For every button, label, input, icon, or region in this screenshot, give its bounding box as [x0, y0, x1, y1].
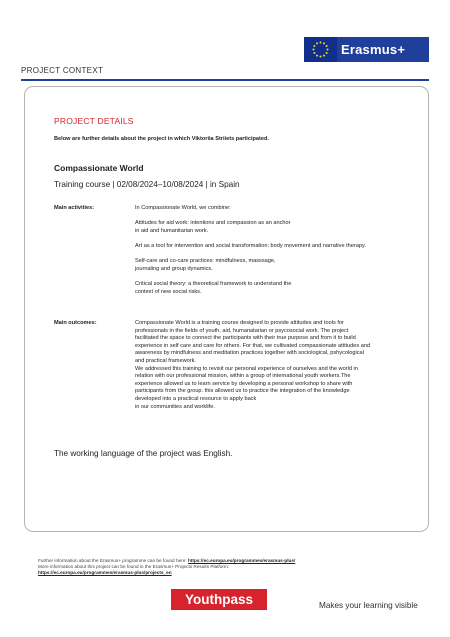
erasmus-brand: Erasmus+ [337, 37, 429, 62]
youthpass-logo: Youthpass [171, 589, 267, 610]
activities-paragraph: Self-care and co-care practices: mindfulness, masssage, journaling and group dynamics. [135, 258, 276, 272]
activities-label: Main activities: [54, 205, 95, 211]
footer-line: More information about this project can be found in the Erasmus+ Projects Results Platform: [38, 564, 230, 570]
outcomes-label: Main outcomes: [54, 320, 97, 326]
details-intro: Below are further details about the project in which Viktoriia Striiets participated. [54, 136, 269, 142]
details-card [24, 86, 429, 532]
projects-results-link[interactable]: https://ec.europa.eu/programmes/erasmus-plus/projects_en [38, 570, 172, 576]
activities-content [135, 205, 425, 296]
activities-paragraph: In Compassionate World, we combine: [135, 205, 231, 211]
footer-info [38, 558, 428, 577]
project-title: Compassionate World [54, 163, 144, 173]
activities-paragraph: Critical social theory: a theoretical framework to understand the context of new social risks. [135, 280, 292, 295]
erasmus-plus-link[interactable]: https://ec.europa.eu/programmes/erasmus-plus/ [187, 558, 296, 563]
footer-line: Further information about the Erasmus+ programme can be found here: https://ec.europa.eu/programmes/erasmus-plus/ [38, 558, 296, 563]
tagline: Makes your learning visible [319, 601, 418, 610]
eu-flag-icon [304, 37, 337, 62]
activities-paragraph: Attitudes for aid work: intentions and compassion as an anchor in aid and humanitarian work. [135, 220, 291, 234]
header-divider [21, 79, 429, 81]
language-statement: The working language of the project was English. [54, 449, 233, 458]
details-title: PROJECT DETAILS [54, 116, 134, 126]
section-label: PROJECT CONTEXT [21, 66, 104, 75]
outcomes-text: Compassionate World is a training course designed to provide attitudes and tools for professionals in the fields of youth, aid, humanatarian or psycosocial work. The project facilitated the space to connect the participants with their true purpose and from it to build experience in self care and care for others. For that, we cultivated compassionate attitudes and awareness by mindfulness and meditation practices together with sociological, pshycological and practical framework. We addressed this training to revisit our personal experience of ourselves and the world in relation with our professional mission, within a group of international youth workers.The experience allowed us to learn service by developing a personal workshop to share with participants from the group. this allowed us to practice the integration of the knowledge developed into a practical resource to apply back in our communities and worklife. [135, 320, 371, 410]
project-subtitle: Training course | 02/08/2024–10/08/2024 | in Spain [54, 180, 240, 189]
erasmus-logo [304, 37, 429, 62]
activities-paragraph: Art as a tool for intervention and social transformation: body movement and narrative therapy. [135, 242, 366, 249]
